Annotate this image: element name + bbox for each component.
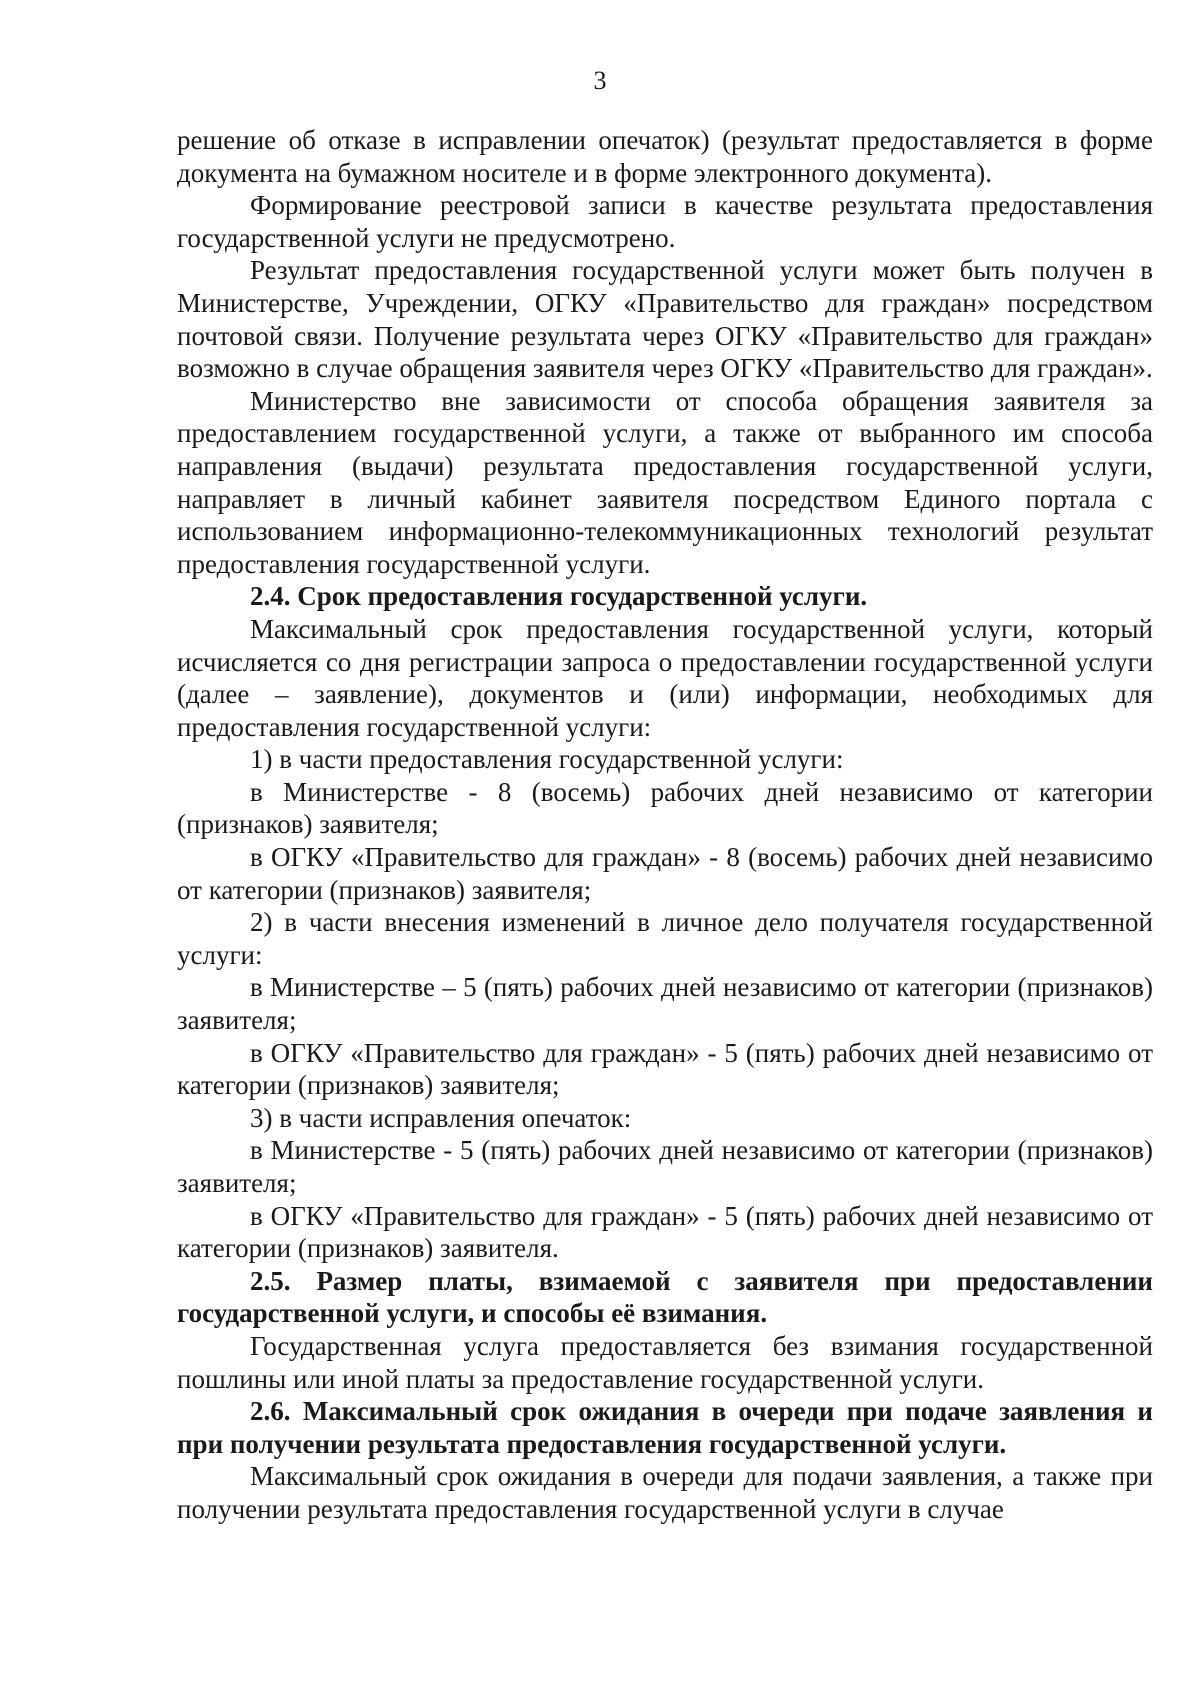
section-heading: 2.6. Максимальный срок ожидания в очереди при подаче заявления и при получении результата предоставления государственной услуги. [177, 1396, 1153, 1459]
document-body [177, 124, 1153, 1526]
section-heading: 2.5. Размер платы, взимаемой с заявителя при предоставлении государственной услуги, и способы её взимания. [177, 1265, 1153, 1329]
body-paragraph: Формирование реестровой записи в качестве результата предоставления государственной услуги не предусмотрено. [177, 190, 1153, 253]
body-paragraph: 3) в части исправления опечаток: [250, 1102, 632, 1133]
body-paragraph: Максимальный срок ожидания в очереди для подачи заявления, а также при получении результата предоставления государственной услуги в случае [177, 1461, 1153, 1524]
body-paragraph: в ОГКУ «Правительство для граждан» - 5 (пять) рабочих дней независимо от категории (признаков) заявителя. [177, 1200, 1153, 1264]
page-number: 3 [593, 66, 607, 95]
body-paragraph: в Министерстве - 5 (пять) рабочих дней независимо от категории (признаков) заявителя; [177, 1135, 1153, 1198]
body-paragraph: 1) в части предоставления государственной услуги: [250, 744, 844, 775]
body-paragraph: в ОГКУ «Правительство для граждан» - 8 (восемь) рабочих дней независимо от категории (признаков) заявителя; [177, 842, 1153, 905]
body-paragraph: решение об отказе в исправлении опечаток) (результат предоставляется в форме документа на бумажном носителе и в форме электронного документа). [177, 125, 1153, 188]
body-paragraph: Максимальный срок предоставления государственной услуги, который исчисляется со дня регистрации запроса о предоставлении государственной услуги (далее – заявление), документов и (или) информации, необходимых для предоставления государственной услуги: [177, 613, 1153, 742]
body-paragraph: в ОГКУ «Правительство для граждан» - 5 (пять) рабочих дней независимо от категории (признаков) заявителя; [177, 1037, 1153, 1101]
body-paragraph: в Министерстве – 5 (пять) рабочих дней независимо от категории (признаков) заявителя; [177, 972, 1153, 1036]
body-paragraph: Министерство вне зависимости от способа обращения заявителя за предоставлением государственной услуги, а также от выбранного им способа направления (выдачи) результата предоставления государственной услуги, направляет в личный кабинет заявителя посредством Единого портала с использованием информационно-телекоммуникационных технологий результат предоставления государственной услуги. [177, 385, 1153, 579]
body-paragraph: в Министерстве - 8 (восемь) рабочих дней независимо от категории (признаков) заявителя; [177, 776, 1153, 840]
body-paragraph: 2) в части внесения изменений в личное дело получателя государственной услуги: [177, 907, 1153, 970]
body-paragraph: Результат предоставления государственной услуги может быть получен в Министерстве, Учреждении, ОГКУ «Правительство для граждан» посредством почтовой связи. Получение результата через ОГКУ «Правительство для граждан» возможно в случае обращения заявителя через ОГКУ «Правительство для граждан». [177, 255, 1153, 384]
section-heading: 2.4. Срок предоставления государственной услуги. [250, 581, 868, 612]
body-paragraph: Государственная услуга предоставляется без взимания государственной пошлины или иной платы за предоставление государственной услуги. [177, 1330, 1153, 1394]
